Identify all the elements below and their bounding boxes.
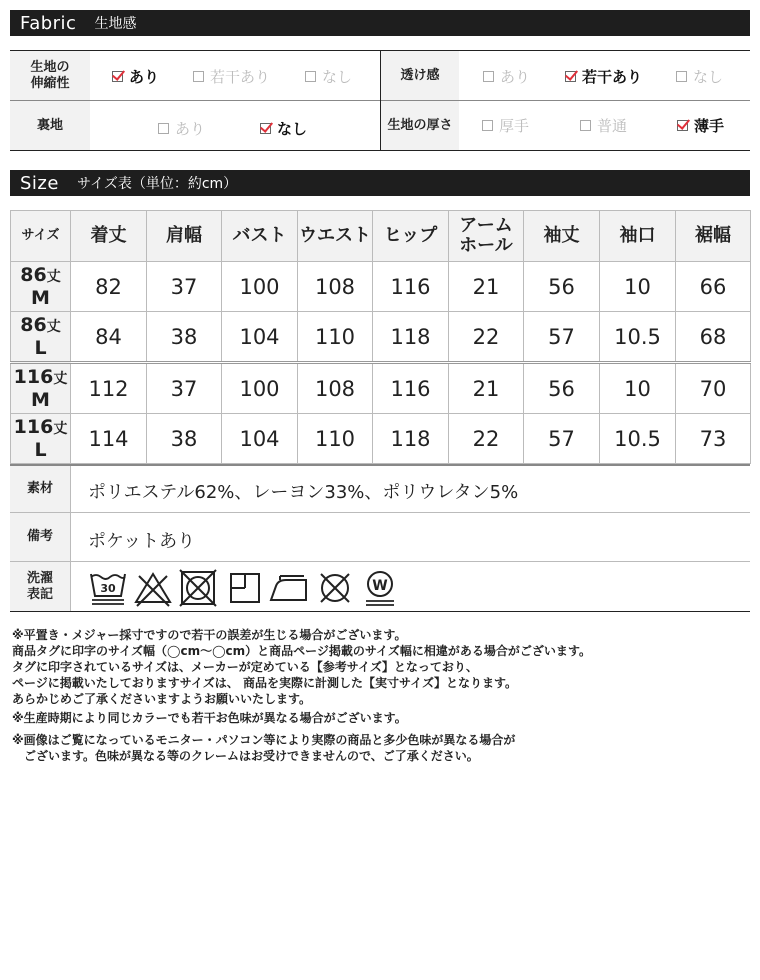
value-cell: 37 [147,262,222,312]
col-header: 袖口 [600,211,676,262]
note-line: ※生産時期により同じカラーでも若干お色味が異なる場合がございます。 [12,711,407,725]
note-line: あらかじめご了承くださいますようお願いいたします。 [12,692,312,706]
value-cell: 114 [71,414,147,464]
remarks-label: 備考 [10,513,70,561]
value-cell: 70 [676,363,751,414]
info-bottom-border [10,611,750,612]
col-header: サイズ [11,211,71,262]
notes [12,627,591,764]
size-cell: 86丈 M [11,262,71,312]
value-cell: 56 [524,363,600,414]
checkbox-icon [482,120,493,131]
fabric-title-en: Fabric [20,12,77,34]
info-divider [10,561,750,562]
value-cell: 73 [676,414,751,464]
checked-checkbox-icon [260,123,271,134]
note-line: ※平置き・メジャー採寸ですので若干の誤差が生じる場合がございます。 [12,628,407,642]
stretch-option-slight: 若干あり [193,66,270,87]
table-row [11,312,751,363]
wash-label: 洗濯 表記 [10,562,70,611]
info-top-border [10,464,750,466]
col-header: 裾幅 [676,211,751,262]
info-divider [10,512,750,513]
fabric-bottom-border [10,150,750,151]
checked-checkbox-icon [677,120,688,131]
checkbox-icon [193,71,204,82]
fabric-title-jp: 生地感 [94,16,137,32]
size-table [10,210,751,464]
sheerness-option-yes: あり [483,66,530,87]
checkbox-icon [158,123,169,134]
checked-checkbox-icon [112,71,123,82]
info-column-divider [70,466,71,611]
value-cell: 110 [298,312,373,363]
sheerness-option-no: なし [676,66,723,87]
value-cell: 10.5 [600,414,676,464]
value-cell: 112 [71,363,147,414]
note-line: ございます。色味が異なる等のクレームはお受けできませんので、ご了承ください。 [12,749,479,763]
material-label: 素材 [10,466,70,512]
value-cell: 37 [147,363,222,414]
stretch-option-yes: あり [112,66,159,87]
col-header: ヒップ [373,211,449,262]
svg-text:30: 30 [100,582,116,595]
value-cell: 66 [676,262,751,312]
lining-label: 裏地 [10,101,90,150]
thickness-option-thin: 薄手 [677,115,724,136]
size-cell: 116丈 L [11,414,71,464]
value-cell: 21 [449,262,524,312]
size-title-jp: サイズ表（単位：約cm） [76,176,238,192]
value-cell: 22 [449,312,524,363]
size-title-en: Size [20,172,59,194]
table-row [11,363,751,414]
col-header: アーム ホール [449,211,524,262]
wash-30-icon [88,568,128,608]
value-cell: 56 [524,262,600,312]
sheerness-option-slight: 若干あり [565,66,642,87]
value-cell: 22 [449,414,524,464]
value-cell: 104 [222,414,298,464]
note-line: ページに掲載いたしておりますサイズは、 商品を実際に計測した【実寸サイズ】となります。 [12,676,518,690]
sheerness-label: 透け感 [381,51,459,100]
table-row [11,414,751,464]
col-header: 袖丈 [524,211,600,262]
size-table-header-row [11,211,751,262]
iron-low-icon [268,568,310,608]
thickness-option-normal: 普通 [580,115,627,136]
value-cell: 116 [373,262,449,312]
checkbox-icon [483,71,494,82]
value-cell: 10 [600,363,676,414]
thickness-label: 生地の厚さ [381,101,459,150]
value-cell: 110 [298,414,373,464]
value-cell: 116 [373,363,449,414]
value-cell: 68 [676,312,751,363]
value-cell: 118 [373,312,449,363]
value-cell: 108 [298,262,373,312]
value-cell: 38 [147,312,222,363]
value-cell: 10 [600,262,676,312]
line-dry-shade-icon [225,568,265,608]
value-cell: 118 [373,414,449,464]
stretch-option-no: なし [305,66,352,87]
lining-option-no: なし [260,118,307,139]
checkbox-icon [580,120,591,131]
value-cell: 57 [524,414,600,464]
col-header: 肩幅 [147,211,222,262]
note-line: タグに印字されているサイズは、メーカーが定めている【参考サイズ】となっており、 [12,660,478,674]
size-cell: 86丈 L [11,312,71,363]
fabric-header [10,10,750,36]
value-cell: 57 [524,312,600,363]
size-header [10,170,750,196]
value-cell: 82 [71,262,147,312]
value-cell: 100 [222,262,298,312]
checkbox-icon [305,71,316,82]
no-bleach-icon [133,568,173,608]
checked-checkbox-icon [565,71,576,82]
value-cell: 104 [222,312,298,363]
note-line: 商品タグに印字のサイズ幅（◯cm〜◯cm）と商品ページ掲載のサイズ幅に相違がある場合がございます。 [12,644,591,658]
col-header: ウエスト [298,211,373,262]
size-cell: 116丈 M [11,363,71,414]
wet-clean-gentle-icon [360,568,400,610]
value-cell: 100 [222,363,298,414]
svg-text:W: W [372,578,388,594]
no-tumble-dry-icon [178,568,218,608]
no-dry-clean-icon [315,568,355,608]
col-header: 着丈 [71,211,147,262]
value-cell: 38 [147,414,222,464]
material-value: ポリエステル62%、レーヨン33%、ポリウレタン5% [88,482,519,503]
value-cell: 21 [449,363,524,414]
value-cell: 84 [71,312,147,363]
value-cell: 108 [298,363,373,414]
value-cell: 10.5 [600,312,676,363]
checkbox-icon [676,71,687,82]
thickness-option-thick: 厚手 [482,115,529,136]
table-row [11,262,751,312]
col-header: バスト [222,211,298,262]
lining-option-yes: あり [158,118,205,139]
note-line: ※画像はご覧になっているモニター・パソコン等により実際の商品と多少色味が異なる場合が [12,733,516,747]
remarks-value: ポケットあり [88,531,196,552]
stretch-label: 生地の 伸縮性 [10,51,90,100]
